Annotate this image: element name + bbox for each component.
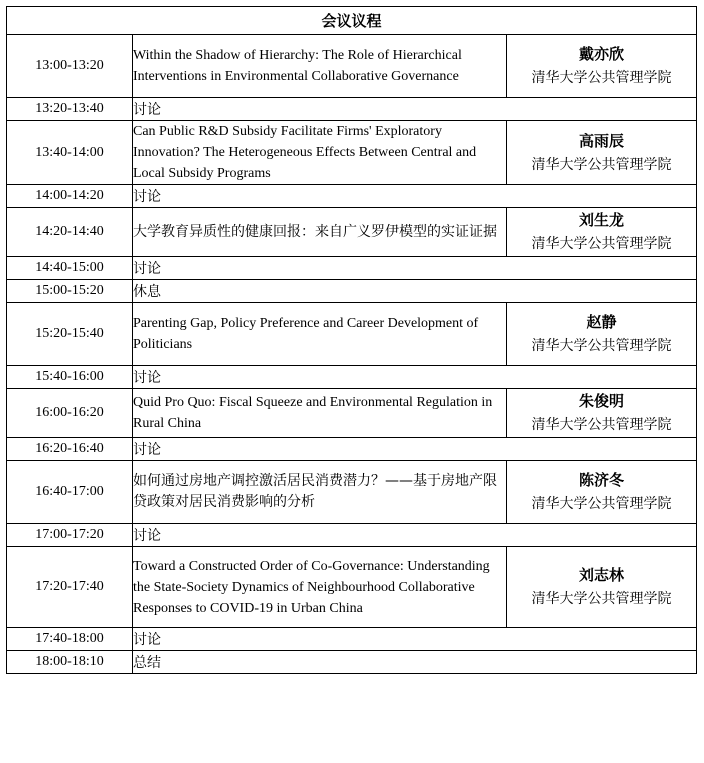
agenda-document xyxy=(6,6,696,674)
agenda-row xyxy=(7,366,697,389)
time-slot: 14:00-14:20 xyxy=(7,185,133,208)
time-slot: 13:00-13:20 xyxy=(7,35,133,98)
session-label: 休息 xyxy=(133,280,697,303)
session-label: 讨论 xyxy=(133,257,697,280)
agenda-row xyxy=(7,280,697,303)
session-label: 讨论 xyxy=(133,628,697,651)
talk-title: Can Public R&D Subsidy Facilitate Firms' Exploratory Innovation? The Heterogeneous Effects Between Central and Local Subsidy Programs xyxy=(133,121,507,185)
agenda-row xyxy=(7,257,697,280)
agenda-row xyxy=(7,303,697,366)
speaker-cell xyxy=(507,208,697,257)
speaker-affiliation: 清华大学公共管理学院 xyxy=(531,417,672,433)
speaker-cell xyxy=(507,461,697,524)
agenda-row xyxy=(7,524,697,547)
agenda-row xyxy=(7,461,697,524)
time-slot: 15:40-16:00 xyxy=(7,366,133,389)
time-slot: 18:00-18:10 xyxy=(7,651,133,674)
agenda-title: 会议议程 xyxy=(7,7,697,35)
speaker-affiliation: 清华大学公共管理学院 xyxy=(531,338,672,354)
agenda-title-row xyxy=(7,7,697,35)
speaker-name: 戴亦欣 xyxy=(579,45,625,63)
session-label: 讨论 xyxy=(133,366,697,389)
talk-title: Toward a Constructed Order of Co-Governance: Understanding the State-Society Dynamics of Neighbourhood Collaborative Responses to COVID-19 in Urban China xyxy=(133,547,507,628)
time-slot: 15:20-15:40 xyxy=(7,303,133,366)
agenda-row xyxy=(7,628,697,651)
talk-title: Within the Shadow of Hierarchy: The Role of Hierarchical Interventions in Environmental Collaborative Governance xyxy=(133,35,507,98)
session-label: 讨论 xyxy=(133,438,697,461)
time-slot: 16:20-16:40 xyxy=(7,438,133,461)
speaker-cell xyxy=(507,547,697,628)
agenda-row xyxy=(7,121,697,185)
speaker-cell xyxy=(507,389,697,438)
agenda-row xyxy=(7,438,697,461)
speaker-affiliation: 清华大学公共管理学院 xyxy=(531,496,672,512)
session-label: 讨论 xyxy=(133,185,697,208)
agenda-row xyxy=(7,98,697,121)
time-slot: 16:00-16:20 xyxy=(7,389,133,438)
time-slot: 17:40-18:00 xyxy=(7,628,133,651)
speaker-name: 高雨辰 xyxy=(579,131,625,150)
session-label: 总结 xyxy=(133,651,697,674)
speaker-name: 赵静 xyxy=(586,313,617,331)
speaker-cell xyxy=(507,303,697,366)
time-slot: 16:40-17:00 xyxy=(7,461,133,524)
session-label: 讨论 xyxy=(133,524,697,547)
time-slot: 14:20-14:40 xyxy=(7,208,133,257)
speaker-cell xyxy=(507,121,697,185)
speaker-affiliation: 清华大学公共管理学院 xyxy=(531,591,672,607)
speaker-affiliation: 清华大学公共管理学院 xyxy=(531,156,672,173)
talk-title: 如何通过房地产调控激活居民消费潜力？——基于房地产限贷政策对居民消费影响的分析 xyxy=(133,461,507,524)
agenda-row xyxy=(7,547,697,628)
talk-title: Parenting Gap, Policy Preference and Career Development of Politicians xyxy=(133,303,507,366)
speaker-affiliation: 清华大学公共管理学院 xyxy=(531,70,672,86)
speaker-name: 刘生龙 xyxy=(579,211,625,229)
talk-title: 大学教育异质性的健康回报：来自广义罗伊模型的实证证据 xyxy=(133,208,507,257)
speaker-name: 朱俊明 xyxy=(579,392,625,410)
time-slot: 13:40-14:00 xyxy=(7,121,133,185)
time-slot: 13:20-13:40 xyxy=(7,98,133,121)
time-slot: 14:40-15:00 xyxy=(7,257,133,280)
time-slot: 17:00-17:20 xyxy=(7,524,133,547)
session-label: 讨论 xyxy=(133,98,697,121)
time-slot: 17:20-17:40 xyxy=(7,547,133,628)
speaker-cell xyxy=(507,35,697,98)
agenda-row xyxy=(7,35,697,98)
agenda-table xyxy=(6,6,697,674)
talk-title: Quid Pro Quo: Fiscal Squeeze and Environmental Regulation in Rural China xyxy=(133,389,507,438)
speaker-name: 刘志林 xyxy=(579,566,625,584)
time-slot: 15:00-15:20 xyxy=(7,280,133,303)
agenda-row xyxy=(7,651,697,674)
agenda-row xyxy=(7,185,697,208)
speaker-name: 陈济冬 xyxy=(579,471,625,489)
speaker-affiliation: 清华大学公共管理学院 xyxy=(531,236,672,252)
agenda-row xyxy=(7,389,697,438)
agenda-row xyxy=(7,208,697,257)
